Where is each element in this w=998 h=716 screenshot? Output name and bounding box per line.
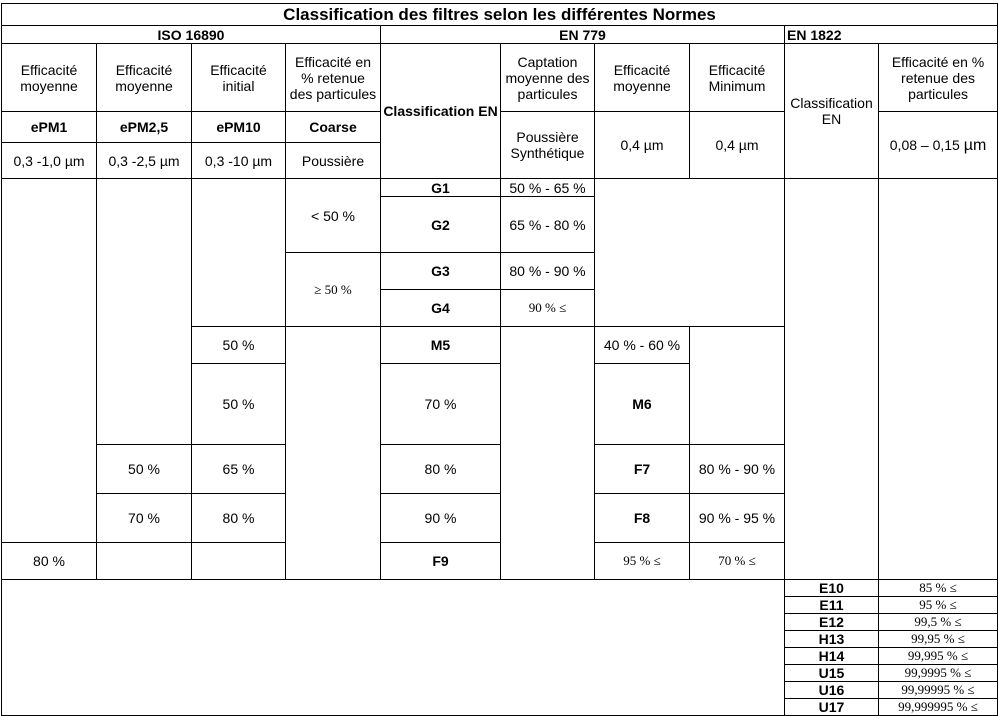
en1822-class-u17: U17 — [785, 699, 879, 716]
iso-m6-epm25: 50 % — [192, 364, 286, 445]
en779-sub-captation: Poussière Synthétique — [501, 112, 595, 179]
en1822-size — [879, 112, 998, 179]
en1822-class-u16: U16 — [785, 682, 879, 699]
standard-en1822: EN 1822 — [785, 26, 998, 44]
iso-f9-epm1: 80 % — [2, 543, 97, 580]
en779-class-f9: F9 — [381, 543, 501, 580]
en779-header-classification: Classification EN — [381, 44, 501, 179]
en1822-size-value: 0,08 – 0,15 — [889, 136, 960, 153]
iso-header-epm25: Efficacité moyenne — [97, 44, 192, 112]
iso-class-coarse: Coarse — [286, 112, 381, 143]
lower-empty-area — [2, 580, 785, 716]
en779-header-minimum: Efficacité Minimum — [690, 44, 785, 112]
en779-sub-moyenne: 0,4 µm — [595, 112, 690, 179]
iso-size-epm10: 0,3 -10 µm — [192, 143, 286, 179]
table-title: Classification des filtres selon les différentes Normes — [2, 4, 998, 26]
en1822-value-h14: 99,995 % ≤ — [879, 648, 998, 665]
en779-empty-captation — [501, 327, 595, 580]
en1822-class-h14: H14 — [785, 648, 879, 665]
en779-minimum-f9: 70 % ≤ — [690, 543, 785, 580]
en1822-class-u15: U15 — [785, 665, 879, 682]
standard-iso16890: ISO 16890 — [2, 26, 381, 44]
en1822-value-e11: 95 % ≤ — [879, 597, 998, 614]
classification-table — [1, 3, 998, 716]
iso-class-epm10: ePM10 — [192, 112, 286, 143]
en1822-value-e12: 99,5 % ≤ — [879, 614, 998, 631]
iso-f9-epm10 — [192, 543, 286, 580]
en1822-empty-class — [785, 179, 879, 580]
iso-m5-epm10: 50 % — [192, 327, 286, 364]
iso-f8-epm10: 90 % — [381, 494, 501, 543]
en1822-value-e10: 85 % ≤ — [879, 580, 998, 597]
iso-f8-epm25: 80 % — [192, 494, 286, 543]
en779-captation-g2: 65 % - 80 % — [501, 197, 595, 253]
iso-size-epm1: 0,3 -1,0 µm — [2, 143, 97, 179]
en779-class-g3: G3 — [381, 253, 501, 290]
classification-table-wrapper — [1, 3, 998, 716]
en1822-class-e11: E11 — [785, 597, 879, 614]
iso-class-epm25: ePM2,5 — [97, 112, 192, 143]
en1822-class-e10: E10 — [785, 580, 879, 597]
iso-empty-epm1 — [2, 179, 97, 543]
en779-class-f8: F8 — [595, 494, 690, 543]
en779-class-m5: M5 — [381, 327, 501, 364]
iso-header-epm10: Efficacité initial — [192, 44, 286, 112]
coarse-value-high: ≥ 50 % — [286, 253, 381, 327]
standard-en779: EN 779 — [381, 26, 785, 44]
en779-captation-g1: 50 % - 65 % — [501, 179, 595, 197]
en779-class-m6: M6 — [595, 364, 690, 445]
en1822-header-classification: Classification EN — [785, 44, 879, 179]
en779-moyenne-f9: 95 % ≤ — [595, 543, 690, 580]
en779-empty-g — [595, 179, 785, 327]
iso-f7-epm1: 50 % — [97, 445, 192, 494]
iso-f7-epm10: 80 % — [381, 445, 501, 494]
iso-f9-epm25 — [97, 543, 192, 580]
en779-moyenne-f8: 90 % - 95 % — [690, 494, 785, 543]
iso-size-epm25: 0,3 -2,5 µm — [97, 143, 192, 179]
iso-empty-epm10 — [192, 179, 286, 327]
iso-f7-epm25: 65 % — [192, 445, 286, 494]
en1822-value-h13: 99,95 % ≤ — [879, 631, 998, 648]
en1822-value-u16: 99,99995 % ≤ — [879, 682, 998, 699]
en1822-value-u15: 99,9995 % ≤ — [879, 665, 998, 682]
en1822-class-h13: H13 — [785, 631, 879, 648]
en779-moyenne-f7: 80 % - 90 % — [690, 445, 785, 494]
en1822-class-e12: E12 — [785, 614, 879, 631]
en779-header-moyenne: Efficacité moyenne — [595, 44, 690, 112]
en1822-empty-value — [879, 179, 998, 580]
en779-class-g2: G2 — [381, 197, 501, 253]
iso-m6-epm10: 70 % — [381, 364, 501, 445]
iso-size-coarse: Poussière — [286, 143, 381, 179]
en779-captation-g4: 90 % ≤ — [501, 290, 595, 327]
iso-empty-epm25 — [97, 179, 192, 445]
en1822-header-efficacite: Efficacité en % retenue des particules — [879, 44, 998, 112]
en779-empty-minimum — [690, 327, 785, 445]
en1822-value-u17: 99,999995 % ≤ — [879, 699, 998, 716]
en779-class-g1: G1 — [381, 179, 501, 197]
iso-header-coarse: Efficacité en % retenue des particules — [286, 44, 381, 112]
en779-captation-g3: 80 % - 90 % — [501, 253, 595, 290]
en1822-size-unit: µm — [963, 136, 987, 154]
en779-class-g4: G4 — [381, 290, 501, 327]
en779-header-captation: Captation moyenne des particules — [501, 44, 595, 112]
iso-header-epm1: Efficacité moyenne — [2, 44, 97, 112]
en779-sub-minimum: 0,4 µm — [690, 112, 785, 179]
iso-class-epm1: ePM1 — [2, 112, 97, 143]
iso-f8-epm1: 70 % — [97, 494, 192, 543]
en779-class-f7: F7 — [595, 445, 690, 494]
coarse-value-low: < 50 % — [286, 179, 381, 253]
coarse-empty — [286, 327, 381, 580]
en779-moyenne-m5: 40 % - 60 % — [595, 327, 690, 364]
